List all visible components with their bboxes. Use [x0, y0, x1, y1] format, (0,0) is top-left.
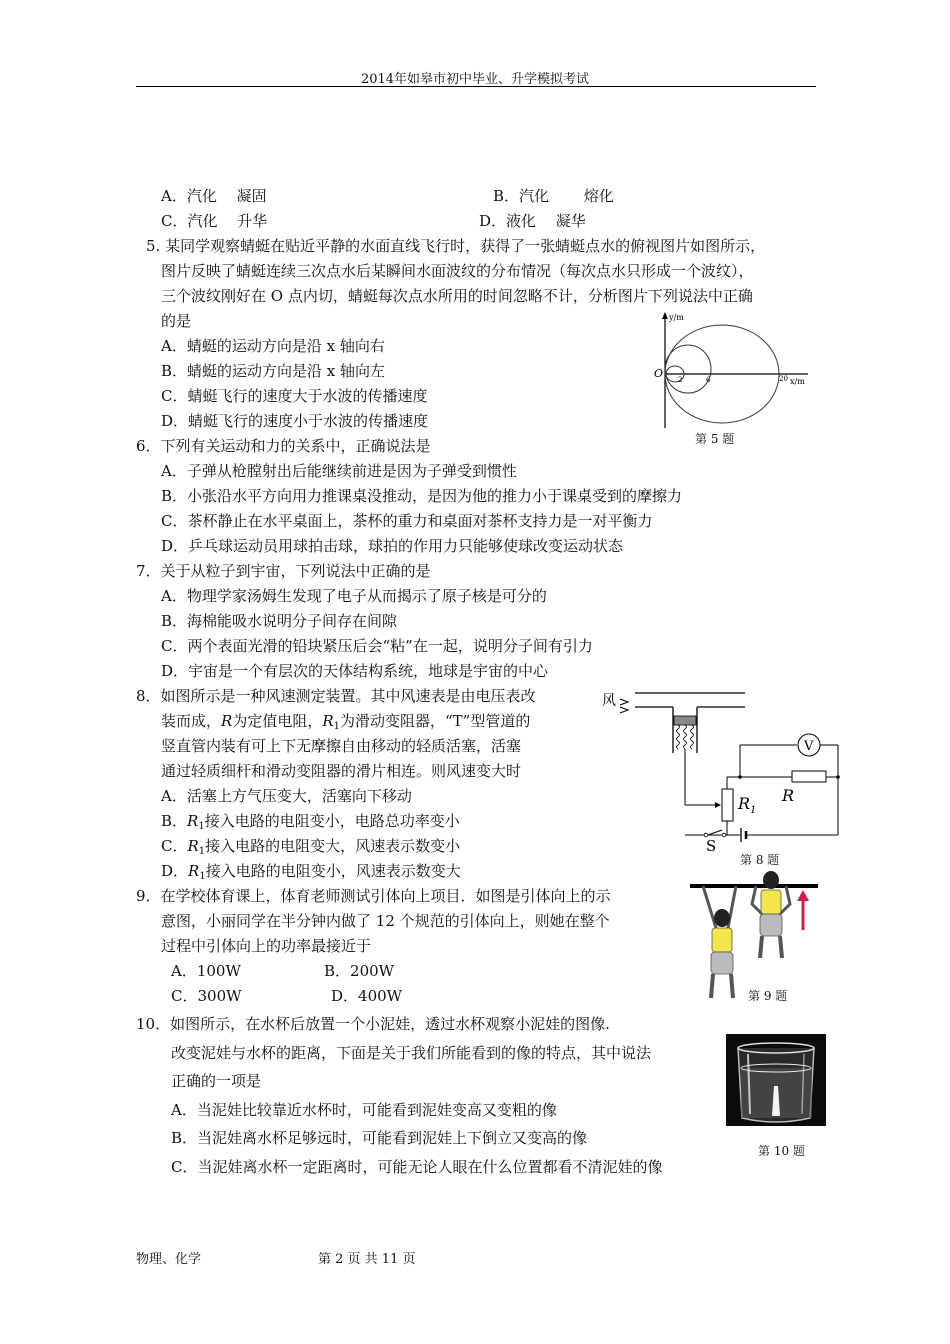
q10-option-a: A．当泥娃比较靠近水杯时，可能看到泥娃变高又变粗的像 [171, 1101, 557, 1119]
spring-icon [677, 725, 680, 749]
q9-stem-line2: 意图，小丽同学在半分钟内做了 12 个规范的引体向上，则她在整个 [161, 912, 610, 930]
r1-subscript: 1 [750, 805, 757, 816]
q9-option-d: D．400W [331, 987, 403, 1005]
girl-hanging-figure [703, 886, 736, 998]
q8-option-a: A．活塞上方气压变大，活塞向下移动 [161, 787, 412, 805]
q5-ripple-figure [648, 310, 818, 430]
page-header-title: 2014年如皋市初中毕业、升学模拟考试 [360, 72, 590, 87]
q8-option-b [161, 811, 460, 831]
resistor-symbol-r: R [221, 712, 233, 730]
q10-option-b: B．当泥娃离水杯足够远时，可能看到泥娃上下倒立又变高的像 [171, 1129, 588, 1147]
q6-option-d: D．乒乓球运动员用球拍击球，球拍的作用力只能够使球改变运动状态 [161, 537, 624, 555]
switch-lever [708, 830, 722, 835]
q8-stem-line2 [161, 711, 530, 731]
q8-stem-text: 装而成， [161, 712, 222, 730]
wind-arrow-icon [620, 707, 628, 713]
q8-option-d [161, 861, 461, 881]
y-axis-label: y/m [669, 313, 684, 322]
q4-option-c: C．汽化 升华 [161, 212, 268, 230]
r1-label [737, 794, 756, 816]
subscript: 1 [199, 871, 206, 882]
q8-option-c [161, 836, 460, 856]
wind-label: 风 [602, 693, 616, 709]
q5-stem-line4: 的是 [161, 312, 192, 330]
q9-stem-line3: 过程中引体向上的功率最接近于 [161, 937, 372, 955]
voltmeter-label: V [804, 739, 814, 754]
spring-icon [684, 725, 687, 749]
option-letter: C． [161, 837, 188, 855]
q4-option-a: A．汽化 凝固 [161, 187, 267, 205]
tick-2-label: 2 [678, 376, 683, 384]
q8-stem-line4: 通过轻质细杆和滑动变阻器的滑片相连。则风速变大时 [161, 762, 522, 780]
q8-stem-text: 为滑动变阻器，“T”型管道的 [340, 712, 531, 730]
q7-option-d: D．宇宙是一个有层次的天体结构系统，地球是宇宙的中心 [161, 662, 549, 680]
r-label: R [782, 786, 795, 805]
option-text: 接入电路的电阻变小，电路总功率变小 [204, 812, 460, 830]
q8-stem-line1: 8．如图所示是一种风速测定装置。其中风速表是由电压表改 [136, 687, 536, 705]
subscript: 1 [198, 821, 205, 832]
q5-option-a: A．蜻蜓的运动方向是沿 x 轴向右 [161, 337, 385, 355]
y-axis-arrow-icon [662, 312, 668, 319]
q6-option-a: A．子弹从枪膛射出后能继续前进是因为子弹受到惯性 [161, 462, 517, 480]
q10-stem-line3: 正确的一项是 [171, 1072, 262, 1090]
option-text: 接入电路的电阻变小，风速表示数变大 [205, 862, 461, 880]
footer-subject: 物理、化学 [136, 1252, 202, 1267]
q8-wind-speed-circuit-figure [600, 685, 840, 855]
q6-option-c: C．茶杯静止在水平桌面上，茶杯的重力和桌面对茶杯支持力是一对平衡力 [161, 512, 653, 530]
q6-stem: 6．下列有关运动和力的关系中，正确说法是 [136, 437, 431, 455]
resistor-symbol-r1: R [187, 812, 199, 830]
resistor-r [792, 771, 826, 782]
q10-water-glass-photo [726, 1034, 826, 1126]
q9-figure-caption: 第 9 题 [748, 989, 788, 1003]
resistor-symbol-r1: R [322, 712, 334, 730]
q10-figure-caption: 第 10 题 [758, 1144, 805, 1158]
q7-stem: 7．关于从粒子到宇宙，下列说法中正确的是 [136, 562, 431, 580]
wind-arrow-icon [620, 699, 628, 705]
q10-option-c: C．当泥娃离水杯一定距离时，可能无论人眼在什么位置都看不清泥娃的像 [171, 1158, 663, 1176]
q8-stem-line3: 竖直管内装有可上下无摩擦自由移动的轻质活塞，活塞 [161, 737, 522, 755]
q4-option-d: D．液化 凝华 [479, 212, 586, 230]
tick-20-label: 20 [779, 375, 788, 383]
q9-option-a: A．100W [171, 962, 241, 980]
q4-option-b: B．汽化 熔化 [493, 187, 614, 205]
junction-dot [738, 775, 742, 779]
ripple-medium [665, 345, 711, 393]
subscript: 1 [333, 721, 340, 732]
switch-label: S [706, 837, 717, 855]
option-letter: D． [161, 862, 189, 880]
switch-contact [722, 833, 726, 837]
piston [674, 716, 696, 725]
q5-option-c: C．蜻蜓飞行的速度大于水波的传播速度 [161, 387, 428, 405]
q9-option-c: C．300W [171, 987, 242, 1005]
q7-option-c: C．两个表面光滑的铅块紧压后会“粘”在一起，说明分子间有引力 [161, 637, 593, 655]
x-axis-label: x/m [790, 377, 805, 386]
tick-6-label: 6 [706, 376, 711, 384]
q5-stem-line3: 三个波纹刚好在 O 点内切，蜻蜓每次点水所用的时间忽略不计，分析图片下列说法中正确 [161, 287, 753, 305]
option-text: 接入电路的电阻变大，风速表示数变小 [205, 837, 461, 855]
q10-stem-line1: 10．如图所示，在水杯后放置一个小泥娃，透过水杯观察小泥娃的图像. [136, 1015, 610, 1033]
option-letter: B． [161, 812, 188, 830]
upward-arrow-icon [797, 890, 809, 901]
rheostat-r1 [722, 789, 733, 821]
q5-option-b: B．蜻蜓的运动方向是沿 x 轴向左 [161, 362, 386, 380]
q5-option-d: D．蜻蜓飞行的速度小于水波的传播速度 [161, 412, 429, 430]
q5-stem-line2: 图片反映了蜻蜓连续三次点水后某瞬间水面波纹的分布情况（每次点水只形成一个波纹）， [161, 262, 754, 280]
footer-page-number: 第 2 页 共 11 页 [318, 1252, 416, 1267]
header-rule [136, 86, 816, 87]
resistor-symbol-r1: R [187, 837, 199, 855]
q5-figure-caption: 第 5 题 [695, 432, 735, 446]
spring-icon [691, 725, 694, 749]
q9-option-b: B．200W [324, 962, 395, 980]
q5-stem-line1: 5. 某同学观察蜻蜓在贴近平静的水面直线飞行时，获得了一张蜻蜓点水的俯视图片如图所示， [146, 237, 766, 255]
subscript: 1 [198, 846, 206, 857]
junction-dot [836, 775, 840, 779]
q9-stem-line1: 9．在学校体育课上，体育老师测试引体向上项目．如图是引体向上的示 [136, 887, 611, 905]
resistor-symbol-r1: R [188, 862, 200, 880]
q8-figure-caption: 第 8 题 [740, 853, 780, 867]
q7-option-a: A．物理学家汤姆生发现了电子从而揭示了原子核是可分的 [161, 587, 547, 605]
q10-stem-line2: 改变泥娃与水杯的距离，下面是关于我们所能看到的像的特点，其中说法 [171, 1044, 652, 1062]
q8-stem-text: 为定值电阻， [232, 712, 323, 730]
origin-label: O [654, 367, 664, 380]
q7-option-b: B．海棉能吸水说明分子间存在间隙 [161, 612, 398, 630]
r1-symbol: R [738, 794, 751, 813]
q6-option-b: B．小张沿水平方向用力推课桌没推动，是因为他的推力小于课桌受到的摩擦力 [161, 487, 683, 505]
slider-arrow-icon [715, 802, 721, 808]
